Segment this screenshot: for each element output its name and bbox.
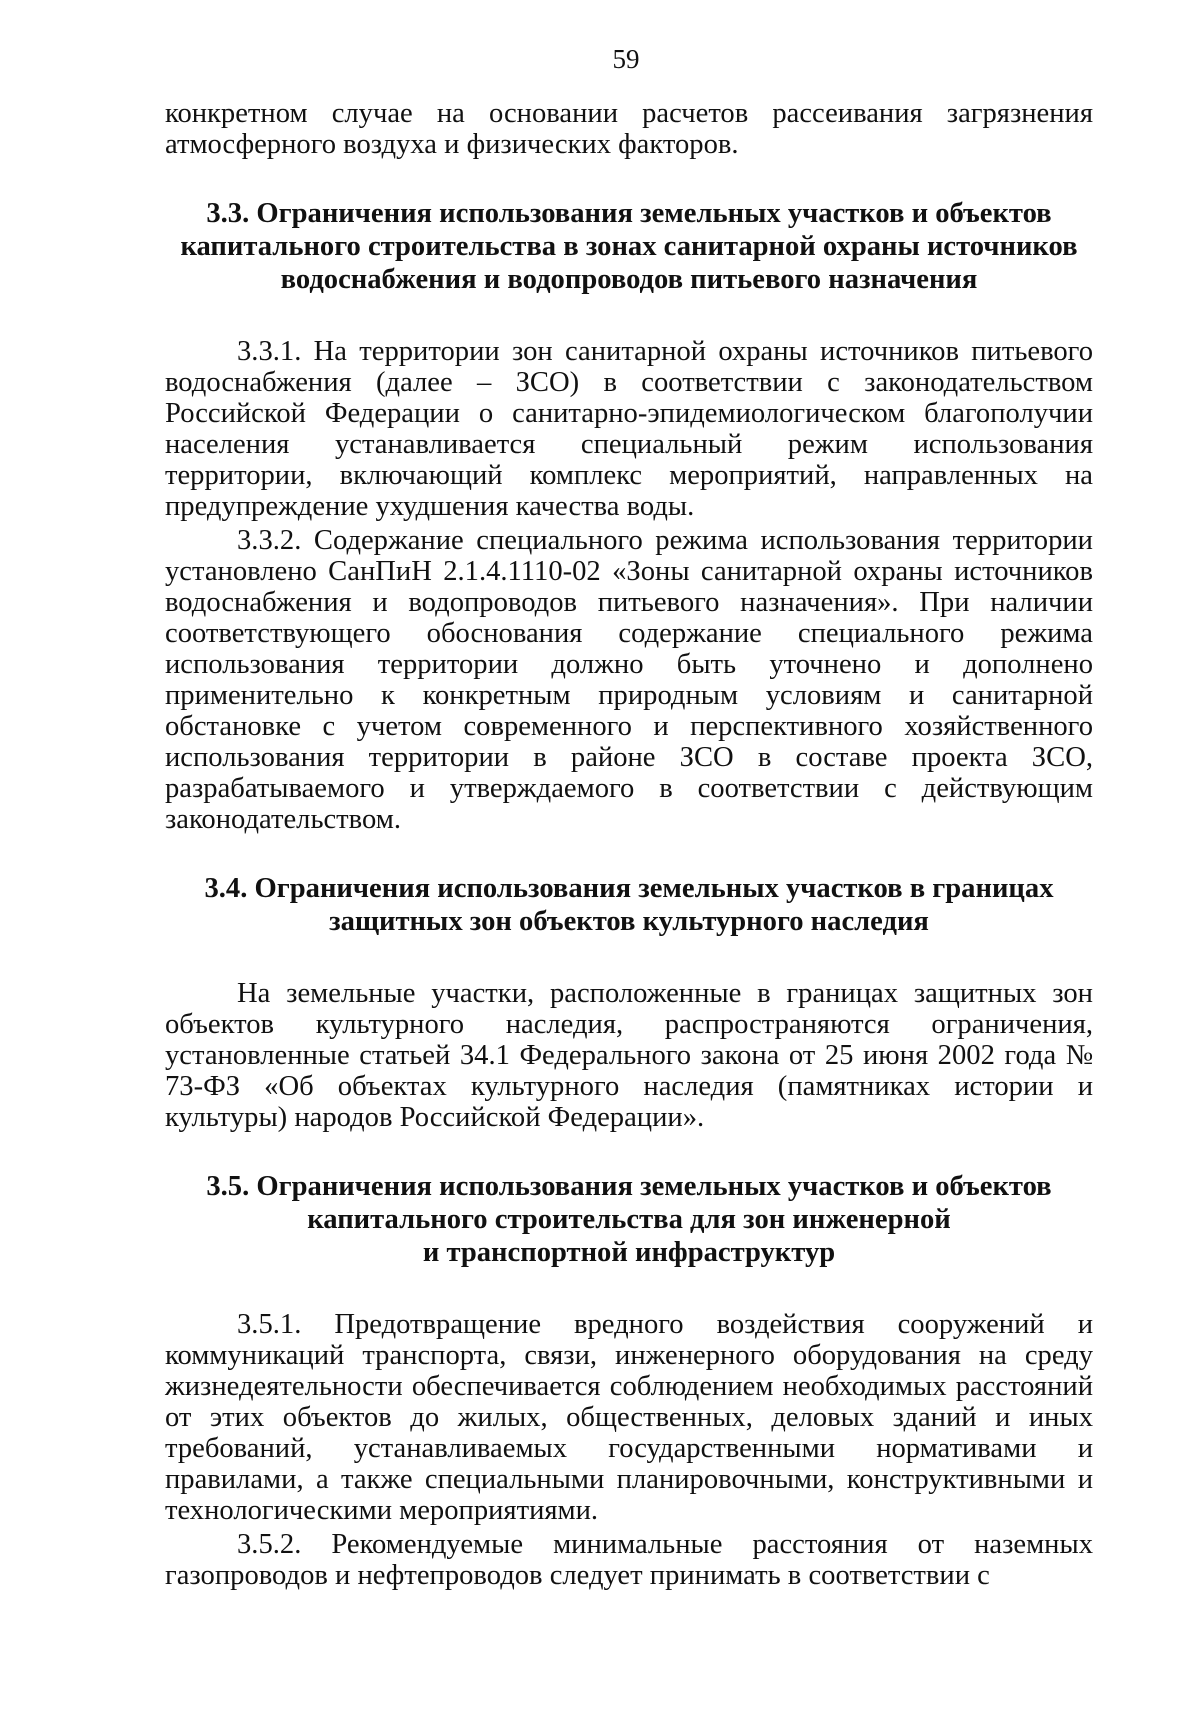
section-3-5-heading — [165, 1170, 1093, 1269]
page-number: 59 — [612, 44, 640, 74]
heading-line: и транспортной инфраструктур — [422, 1237, 836, 1268]
heading-line: водоснабжения и водопроводов питьевого назначения — [280, 264, 978, 295]
intro-paragraph: конкретном случае на основании расчетов рассеивания загрязнения атмосферного воздуха и физических факторов. — [165, 98, 1093, 160]
heading-line: 3.3. Ограничения использования земельных участков и объектов — [206, 198, 1052, 229]
section-3-3-heading — [165, 197, 1093, 296]
paragraph-3-3-1: 3.3.1. На территории зон санитарной охраны источников питьевого водоснабжения (далее – ЗСО) в соответствии с законодательством Российской Федерации о санитарно-эпидемиологическом благополучии населения устанавливается специальный режим использования территории, включающий комплекс мероприятий, направленных на предупреждение ухудшения качества воды. — [165, 336, 1093, 522]
paragraph-3-4: На земельные участки, расположенные в границах защитных зон объектов культурного наследия, распространяются ограничения, установленные статьей 34.1 Федерального закона от 25 июня 2002 года № 73-ФЗ «Об объектах культурного наследия (памятниках истории и культуры) народов Российской Федерации». — [165, 978, 1093, 1133]
heading-line: 3.4. Ограничения использования земельных участков в границах — [204, 873, 1054, 904]
heading-line: 3.5. Ограничения использования земельных участков и объектов — [206, 1171, 1052, 1202]
paragraph-3-5-2: 3.5.2. Рекомендуемые минимальные расстояния от наземных газопроводов и нефтепроводов следует принимать в соответствии с — [165, 1529, 1093, 1591]
section-3-4-heading — [165, 872, 1093, 938]
heading-line: капитального строительства в зонах санитарной охраны источников — [180, 231, 1078, 262]
paragraph-3-3-2: 3.3.2. Содержание специального режима использования территории установлено СанПиН 2.1.4.1110-02 «Зоны санитарной охраны источников водоснабжения и водопроводов питьевого назначения». При наличии соответствующего обоснования содержание специального режима использования территории должно быть уточнено и дополнено применительно к конкретным природным условиям и санитарной обстановке с учетом современного и перспективного хозяйственного использования территории в районе ЗСО в составе проекта ЗСО, разрабатываемого и утверждаемого в соответствии с действующим законодательством. — [165, 525, 1093, 835]
page-content — [165, 98, 1093, 1591]
heading-line: капитального строительства для зон инженерной — [307, 1204, 951, 1235]
heading-line: защитных зон объектов культурного наследия — [329, 906, 929, 937]
paragraph-3-5-1: 3.5.1. Предотвращение вредного воздействия сооружений и коммуникаций транспорта, связи, инженерного оборудования на среду жизнедеятельности обеспечивается соблюдением необходимых расстояний от этих объектов до жилых, общественных, деловых зданий и иных требований, устанавливаемых государственными нормативами и правилами, а также специальными планировочными, конструктивными и технологическими мероприятиями. — [165, 1309, 1093, 1526]
